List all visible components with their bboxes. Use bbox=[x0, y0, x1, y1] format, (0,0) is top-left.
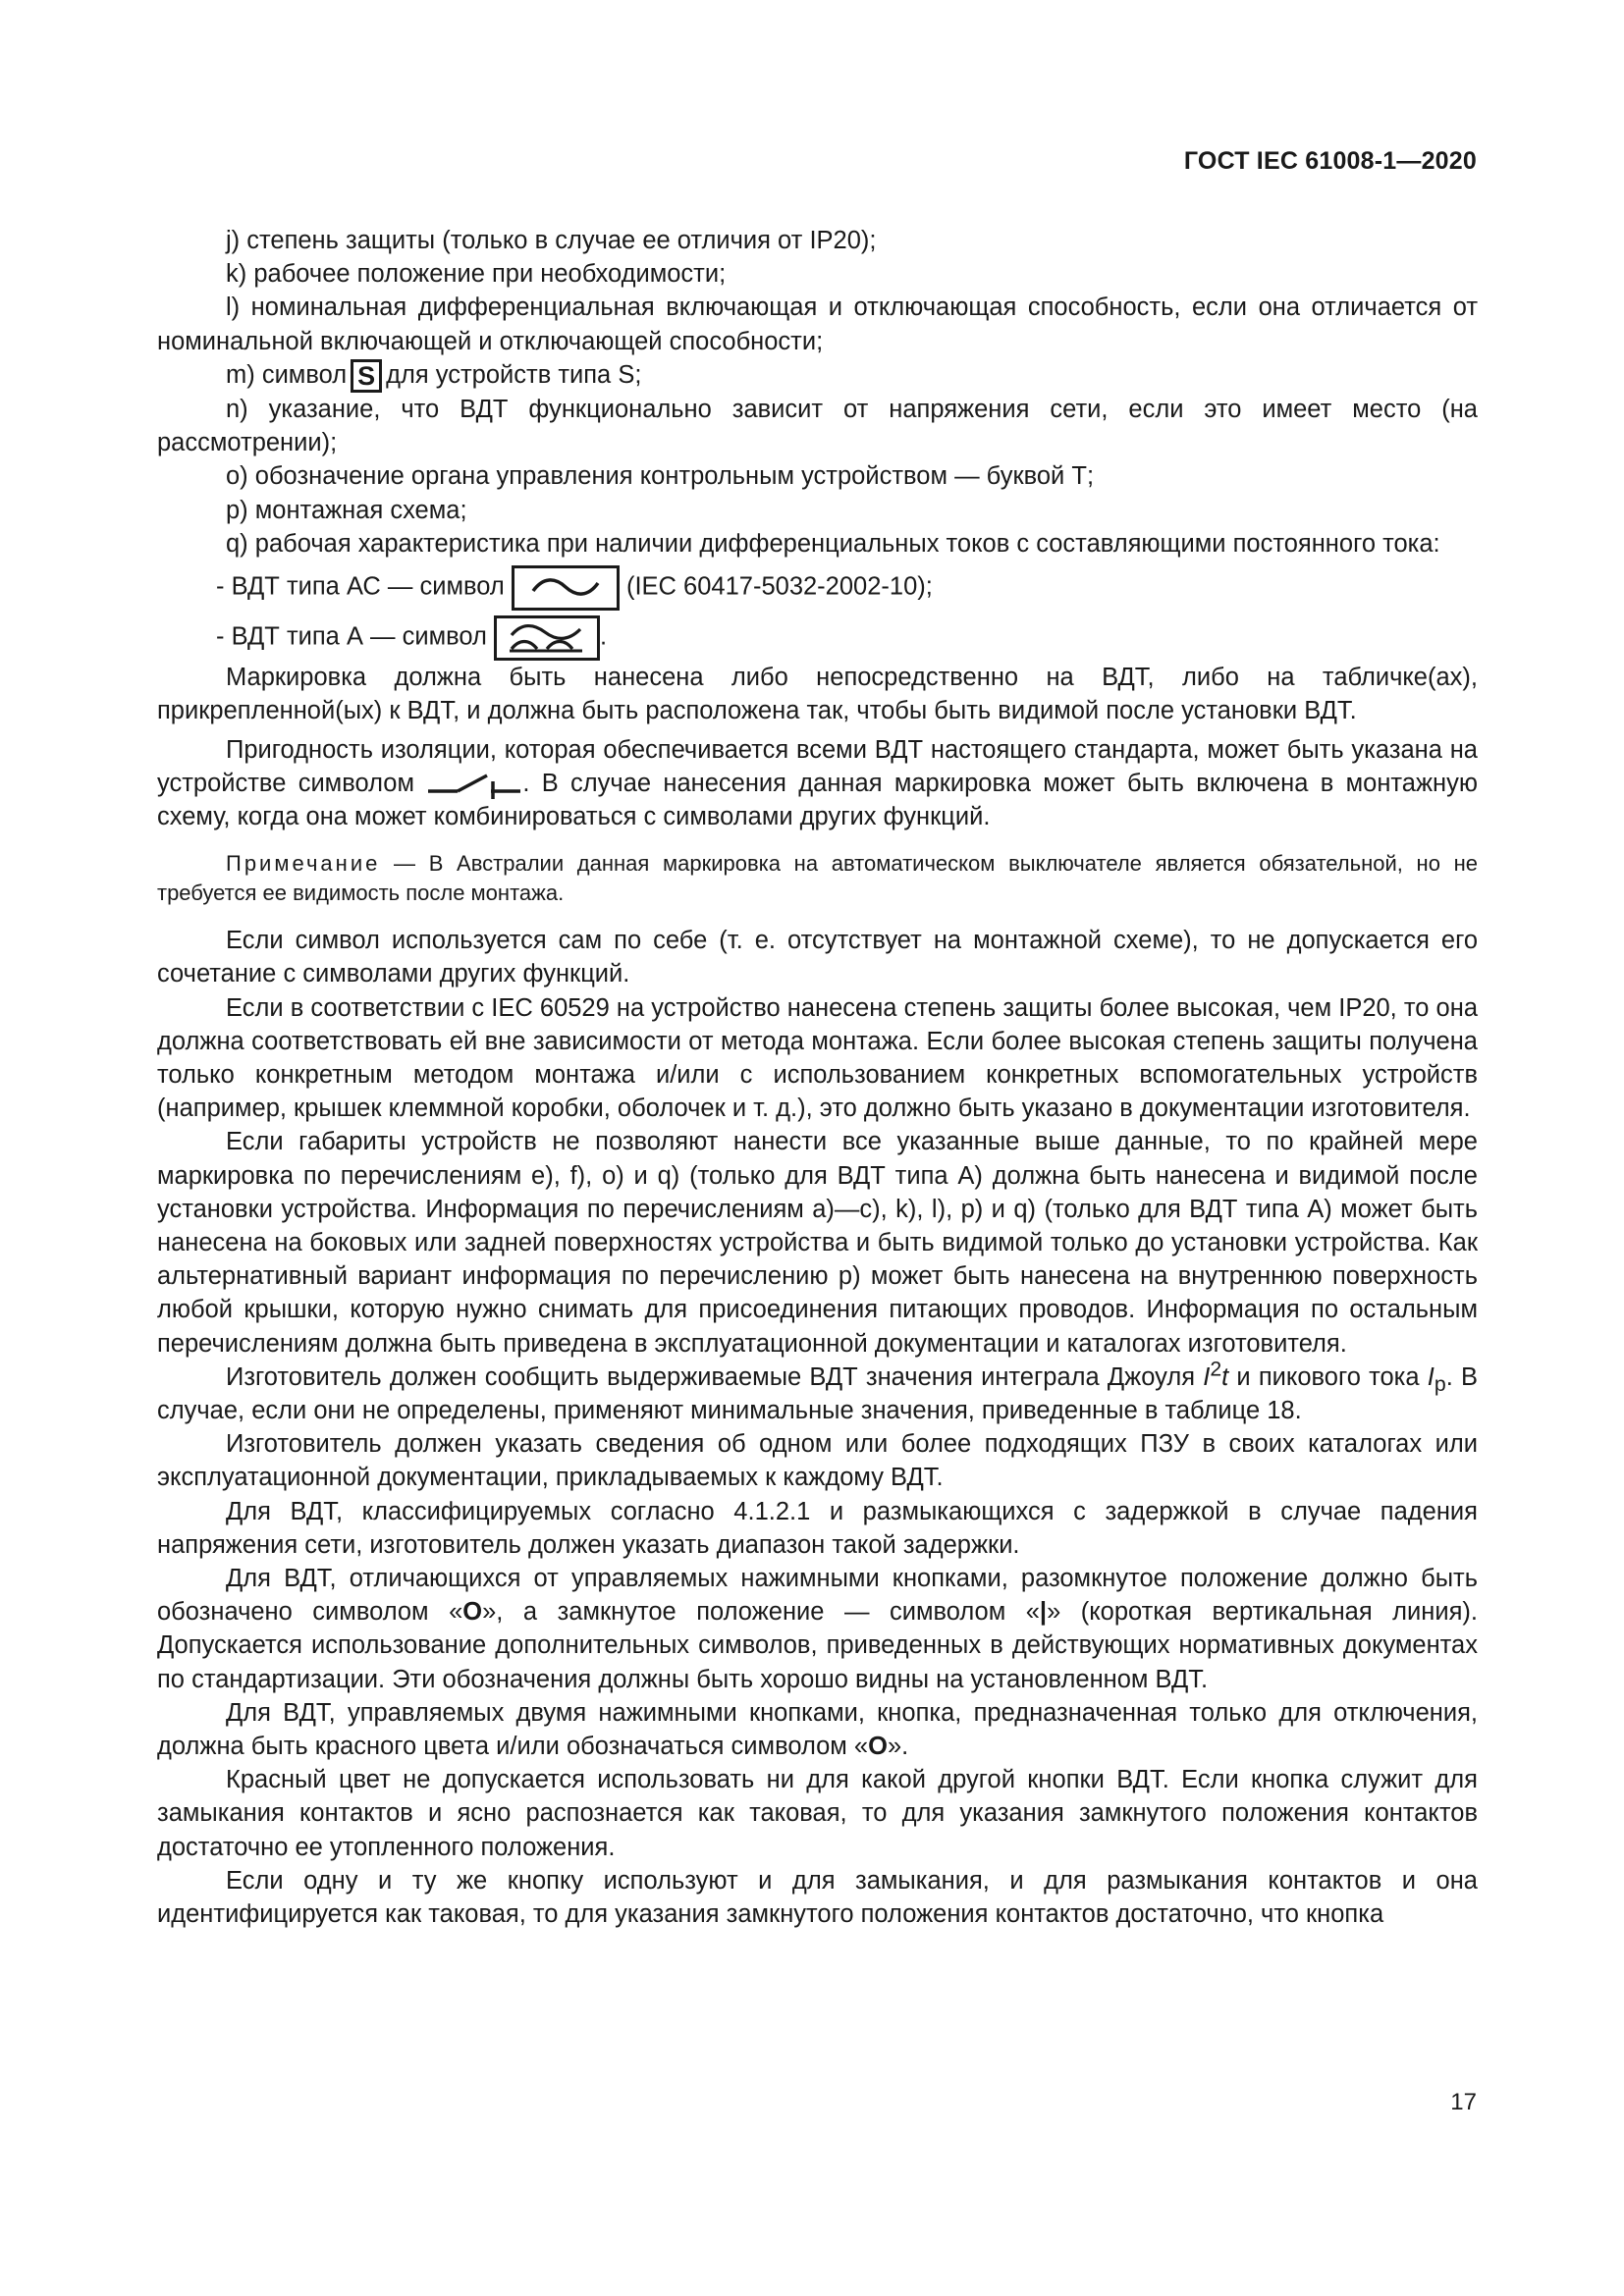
list-item-ac bbox=[157, 565, 1478, 611]
paragraph-joule bbox=[157, 1357, 1478, 1427]
list-item-m bbox=[157, 358, 1478, 393]
paragraph-iec60529: Если в соответствии с IEC 60529 на устройство нанесена степень защиты более высокая, чем IP20, то она должна соответствовать ей вне зависимости от метода монтажа. Если более высокая степень защиты получена только конкретным методом монтажа и/или с использованием конкретных вспомогательных устройств (например, крышек клеммной коробки, оболочек и т. д.), это должно быть указано в документации изготовителя. bbox=[157, 993, 1478, 1123]
joule-mid: и пикового тока bbox=[1228, 1362, 1428, 1391]
paragraph-same-button: Если одну и ту же кнопку используют и для замыкания, и для размыкания контактов и она идентифицируется как таковая, то для указания замкнутого положения контактов достаточно, что кнопка bbox=[157, 1866, 1478, 1928]
list-item-l: l) номинальная дифференциальная включающая и отключающая способность, если она отличается от номинальной включающей и отключающей способности; bbox=[157, 294, 1478, 355]
joule-sup: 2 bbox=[1210, 1357, 1222, 1381]
joule-suffix: . В случае, если они не определены, применяют минимальные значения, приведенные в таблице 18. bbox=[157, 1362, 1478, 1424]
paragraph-isolation bbox=[157, 733, 1478, 834]
joule-sub: p bbox=[1434, 1371, 1446, 1396]
list-item-n: n) указание, что ВДТ функционально зависит от напряжения сети, если это имеет место (на рассмотрении); bbox=[157, 396, 1478, 457]
joule-t: t bbox=[1221, 1362, 1229, 1391]
a-prefix: - ВДТ типа А — символ bbox=[216, 622, 487, 651]
two-buttons-text-1: Для ВДТ, управляемых двумя нажимными кнопками, кнопка, предназначенная только для отключения, должна быть красного цвета и/или обозначаться символом « bbox=[157, 1698, 1478, 1760]
isolation-switch-icon bbox=[426, 770, 522, 799]
list-item-a bbox=[157, 615, 1478, 661]
list-item-q: q) рабочая характеристика при наличии дифференциальных токов с составляющими постоянного тока: bbox=[226, 529, 1440, 558]
note-label: Примечание bbox=[226, 851, 381, 877]
paragraph-symbol-alone: Если символ используется сам по себе (т. е. отсутствует на монтажной схеме), то не допускается его сочетание с символами других функций. bbox=[157, 927, 1478, 988]
ac-sine-wave-box-icon bbox=[512, 565, 620, 611]
paragraph-delay: Для ВДТ, классифицируемых согласно 4.1.2.1 и размыкающихся с задержкой в случае падения напряжения сети, изготовитель должен указать диапазон такой задержки. bbox=[157, 1497, 1478, 1559]
a-type-pulsating-wave-box-icon bbox=[494, 615, 600, 661]
ac-suffix: (IEC 60417-5032-2002-10); bbox=[625, 572, 933, 601]
list-item-k: k) рабочее положение при необходимости; bbox=[226, 260, 727, 289]
open-position-symbol: O bbox=[462, 1598, 483, 1627]
list-item-p: p) монтажная схема; bbox=[226, 496, 467, 524]
paragraph-two-buttons bbox=[157, 1696, 1478, 1763]
isolation-suffix: . В случае нанесения данная маркировка может быть включена в монтажную схему, когда она может комбинироваться с символами других функций. bbox=[157, 769, 1478, 830]
two-buttons-text-2: ». bbox=[887, 1732, 909, 1760]
list-item-m-prefix: m) символ bbox=[226, 360, 348, 389]
paragraph-dimensions: Если габариты устройств не позволяют нанести все указанные выше данные, то по крайней мере маркировка по перечислениям e), f), o) и q) (только для ВДТ типа А) должна быть нанесена и видимой после установки устройства. Информация по перечислениям a)—c), k), l), p) и q) (только для ВДТ типа А) может быть нанесена на боковых или задней поверхностях устройства и быть видимой только до установки устройства. Как альтернативный вариант информация по перечислению p) может быть нанесена на внутреннюю поверхность любой крышки, которую нужно снимать для присоединения питающих проводов. Информация по остальным перечислениям должна быть приведена в эксплуатационной документации и каталогах изготовителя. bbox=[157, 1128, 1478, 1358]
list-item-o: o) обозначение органа управления контрольным устройством — буквой Т; bbox=[226, 462, 1095, 491]
joule-Ip: I bbox=[1427, 1362, 1435, 1391]
list-item-j: j) степень защиты (только в случае ее отличия от IP20); bbox=[226, 227, 877, 254]
note bbox=[157, 849, 1478, 908]
off-button-symbol: O bbox=[868, 1732, 888, 1760]
closed-position-symbol: | bbox=[1039, 1598, 1048, 1627]
note-text: — В Австралии данная маркировка на автоматическом выключателе является обязательной, но не требуется ее видимость после монтажа. bbox=[157, 851, 1478, 906]
pushbutton-text-2: », а замкнутое положение — символом « bbox=[482, 1598, 1040, 1627]
paragraph-red: Красный цвет не допускается использовать ни для какой другой кнопки ВДТ. Если кнопка служит для замыкания контактов и ясно распознается как таковая, то для указания замкнутого положения контактов достаточно ее утопленного положения. bbox=[157, 1766, 1478, 1861]
list-item-m-suffix: для устройств типа S; bbox=[386, 360, 642, 389]
ac-prefix: - ВДТ типа АС — символ bbox=[216, 572, 505, 601]
paragraph-pzu: Изготовитель должен указать сведения об одном или более подходящих ПЗУ в своих каталогах или эксплуатационной документации, прикладываемых к каждому ВДТ. bbox=[157, 1430, 1478, 1492]
page-number: 17 bbox=[1450, 2089, 1477, 2115]
type-s-box-symbol: S bbox=[351, 359, 382, 393]
pushbutton-text-3: » (короткая вертикальная линия). Допускается использование дополнительных символов, приведенных в действующих нормативных документах по стандартизации. Эти обозначения должны быть хорошо видны на установленном ВДТ. bbox=[157, 1598, 1478, 1693]
paragraph-marking: Маркировка должна быть нанесена либо непосредственно на ВДТ, либо на табличке(ах), прикрепленной(ых) к ВДТ, и должна быть расположена так, чтобы быть видимой после установки ВДТ. bbox=[157, 664, 1478, 725]
isolation-prefix: Пригодность изоляции, которая обеспечивается всеми ВДТ настоящего стандарта, может быть указана на устройстве символом bbox=[157, 735, 1478, 797]
joule-prefix: Изготовитель должен сообщить выдерживаемые ВДТ значения интеграла Джоуля bbox=[226, 1362, 1204, 1391]
document-body bbox=[157, 224, 1478, 1931]
joule-I: I bbox=[1203, 1362, 1211, 1391]
pushbutton-text-1: Для ВДТ, отличающихся от управляемых нажимными кнопками, разомкнутое положение должно быть обозначено символом « bbox=[157, 1564, 1478, 1627]
paragraph-pushbutton bbox=[157, 1562, 1478, 1696]
document-header: ГОСТ IEC 61008-1—2020 bbox=[1183, 147, 1477, 175]
a-suffix: . bbox=[600, 622, 608, 651]
